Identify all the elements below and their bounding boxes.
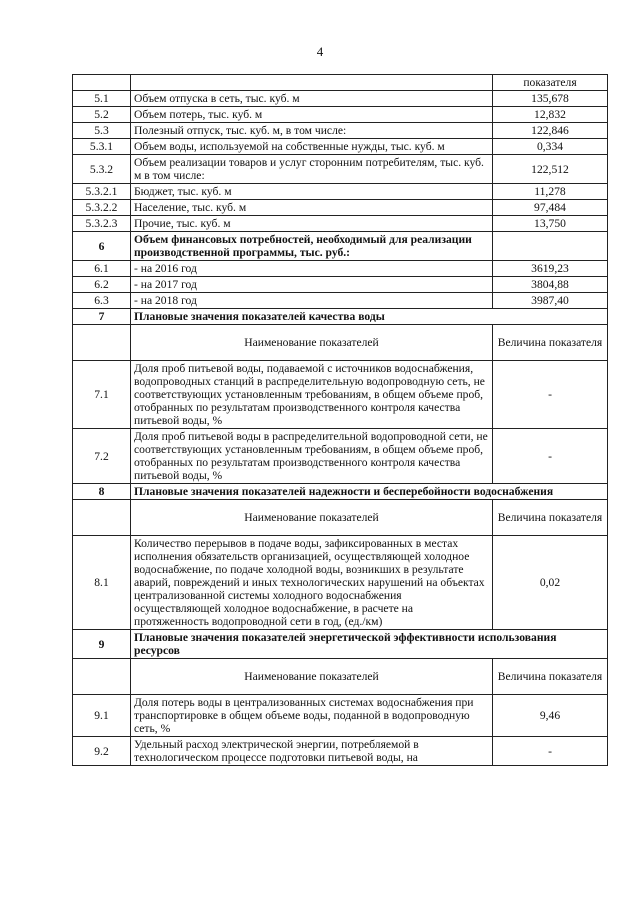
section-heading-row: [73, 630, 608, 659]
row-value: 122,846: [493, 123, 608, 139]
table-row: [73, 216, 608, 232]
section-number: 7: [73, 309, 131, 325]
header-name: Наименование показателей: [131, 659, 493, 695]
program-table: [72, 74, 608, 766]
row-value: -: [493, 429, 608, 484]
table-row: [73, 107, 608, 123]
table-row: [73, 293, 608, 309]
table-row: [73, 155, 608, 184]
row-number: 9.2: [73, 737, 131, 766]
table-row: [73, 139, 608, 155]
row-number: 7.2: [73, 429, 131, 484]
table-row: [73, 261, 608, 277]
header-value: Величина показателя: [493, 500, 608, 536]
row-number: 5.2: [73, 107, 131, 123]
row-name: Бюджет, тыс. куб. м: [131, 184, 493, 200]
row-name: Прочие, тыс. куб. м: [131, 216, 493, 232]
section-number: 9: [73, 630, 131, 659]
section-title: Плановые значения показателей качества воды: [131, 309, 608, 325]
table-row: [73, 200, 608, 216]
row-value: 13,750: [493, 216, 608, 232]
row-number: 8.1: [73, 536, 131, 630]
column-header-row: [73, 500, 608, 536]
section-number: 6: [73, 232, 131, 261]
row-value: 11,278: [493, 184, 608, 200]
row-value: 135,678: [493, 91, 608, 107]
table-row: [73, 123, 608, 139]
row-value: 3619,23: [493, 261, 608, 277]
table-row: [73, 277, 608, 293]
header-name: Наименование показателей: [131, 325, 493, 361]
section-title: Объем финансовых потребностей, необходимый для реализации производственной программы, тыс. руб.:: [131, 232, 493, 261]
table-row: [73, 75, 608, 91]
section-heading-row: [73, 309, 608, 325]
page-number: 4: [316, 44, 324, 59]
row-name: Удельный расход электрической энергии, потребляемой в технологическом процессе подготовки питьевой воды, на: [131, 737, 493, 766]
row-name: [131, 75, 493, 91]
empty-cell: [493, 232, 608, 261]
row-value: 97,484: [493, 200, 608, 216]
row-value: 0,334: [493, 139, 608, 155]
row-name: Доля проб питьевой воды в распределительной водопроводной сети, не соответствующих установленным требованиям, в общем объеме проб, отобранных по результатам производственного контроля качества питьевой воды, %: [131, 429, 493, 484]
row-number: 5.3.2.2: [73, 200, 131, 216]
table-row: [73, 429, 608, 484]
row-name: - на 2016 год: [131, 261, 493, 277]
empty-cell: [73, 325, 131, 361]
row-number: 6.2: [73, 277, 131, 293]
row-number: 5.3: [73, 123, 131, 139]
row-value: 12,832: [493, 107, 608, 123]
row-value: 9,46: [493, 695, 608, 737]
section-number: 8: [73, 484, 131, 500]
section-title: Плановые значения показателей надежности и бесперебойности водоснабжения: [131, 484, 608, 500]
header-value: Величина показателя: [493, 659, 608, 695]
column-header-row: [73, 659, 608, 695]
row-value: 3987,40: [493, 293, 608, 309]
row-name: Объем реализации товаров и услуг сторонним потребителям, тыс. куб. м в том числе:: [131, 155, 493, 184]
section-heading-row: [73, 232, 608, 261]
row-number: 5.3.1: [73, 139, 131, 155]
section-heading-row: [73, 484, 608, 500]
row-number: 6.1: [73, 261, 131, 277]
header-name: Наименование показателей: [131, 500, 493, 536]
row-value: показателя: [493, 75, 608, 91]
column-header-row: [73, 325, 608, 361]
row-number: 9.1: [73, 695, 131, 737]
row-value: -: [493, 361, 608, 429]
row-name: Объем потерь, тыс. куб. м: [131, 107, 493, 123]
section-title: Плановые значения показателей энергетической эффективности использования ресурсов: [131, 630, 608, 659]
row-name: Доля проб питьевой воды, подаваемой с источников водоснабжения, водопроводных станций в распределительную водопроводную сеть, не соответствующих установленным требованиям, в общем объеме проб, отобранных по результатам производственного контроля качества питьевой воды, %: [131, 361, 493, 429]
row-name: - на 2018 год: [131, 293, 493, 309]
table-row: [73, 184, 608, 200]
row-number: 5.1: [73, 91, 131, 107]
table-row: [73, 91, 608, 107]
row-name: - на 2017 год: [131, 277, 493, 293]
row-value: 0,02: [493, 536, 608, 630]
row-name: Объем воды, используемой на собственные нужды, тыс. куб. м: [131, 139, 493, 155]
row-number: [73, 75, 131, 91]
empty-cell: [73, 659, 131, 695]
row-number: 5.3.2.3: [73, 216, 131, 232]
empty-cell: [73, 500, 131, 536]
row-name: Полезный отпуск, тыс. куб. м, в том числе:: [131, 123, 493, 139]
row-name: Количество перерывов в подаче воды, зафиксированных в местах исполнения обязательств организацией, осуществляющей холодное водоснабжение, по подаче холодной воды, возникших в результате аварий, повреждений и иных технологических нарушений на объектах централизованной системы холодного водоснабжения осуществляющей холодное водоснабжение, в расчете на протяженность водопроводной сети в год, (ед./км): [131, 536, 493, 630]
row-number: 5.3.2.1: [73, 184, 131, 200]
row-value: -: [493, 737, 608, 766]
row-name: Объем отпуска в сеть, тыс. куб. м: [131, 91, 493, 107]
row-number: 5.3.2: [73, 155, 131, 184]
table-row: [73, 737, 608, 766]
row-value: 122,512: [493, 155, 608, 184]
table-row: [73, 361, 608, 429]
row-value: 3804,88: [493, 277, 608, 293]
header-value: Величина показателя: [493, 325, 608, 361]
row-name: Население, тыс. куб. м: [131, 200, 493, 216]
row-number: 6.3: [73, 293, 131, 309]
row-number: 7.1: [73, 361, 131, 429]
table-row: [73, 695, 608, 737]
row-name: Доля потерь воды в централизованных системах водоснабжения при транспортировке в общем объеме воды, поданной в водопроводную сеть, %: [131, 695, 493, 737]
table-row: [73, 536, 608, 630]
